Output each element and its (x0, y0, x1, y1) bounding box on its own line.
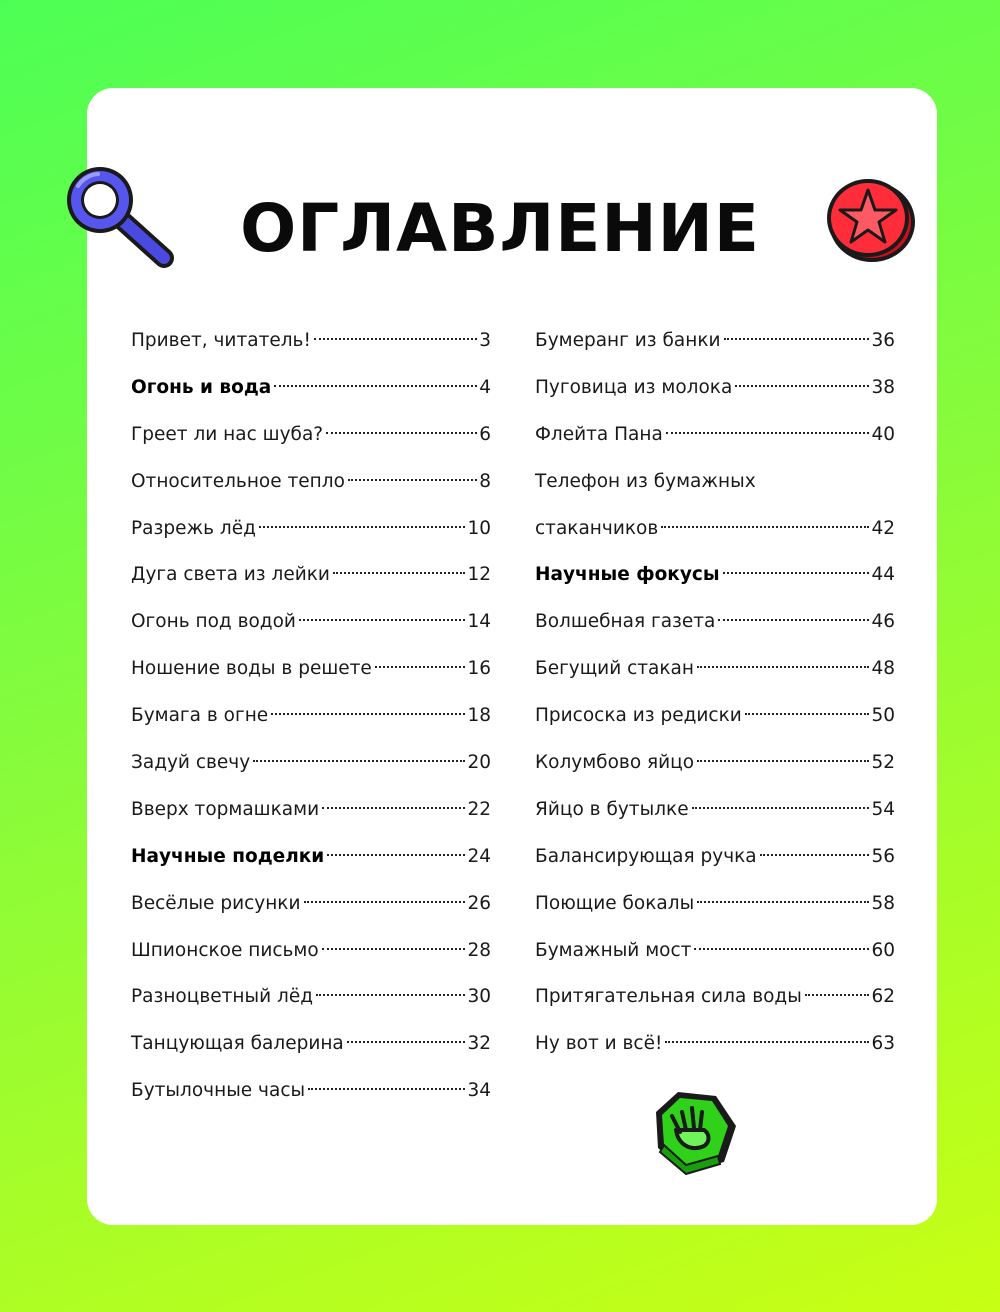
toc-section-label: Огонь и вода (131, 376, 272, 398)
dot-leader (724, 338, 870, 340)
toc-entry[interactable] (535, 928, 895, 975)
toc-entry-label: Ношение воды в решете (131, 658, 372, 680)
dot-leader (253, 760, 465, 762)
toc-entry[interactable] (131, 599, 491, 646)
toc-entry[interactable] (131, 1021, 491, 1068)
dot-leader (316, 994, 465, 996)
toc-page-number: 56 (871, 845, 895, 867)
toc-page-number: 4 (479, 376, 491, 398)
toc-entry[interactable] (535, 646, 895, 693)
toc-page-number: 8 (479, 470, 491, 492)
toc-page-number: 46 (871, 611, 895, 633)
dot-leader (348, 479, 477, 481)
dot-leader (697, 901, 869, 903)
toc-entry-label: Греет ли нас шуба? (131, 423, 324, 445)
toc-entry-label: Бегущий стакан (535, 658, 694, 680)
toc-entry-label: стаканчиков (535, 517, 659, 539)
toc-entry[interactable] (131, 740, 491, 787)
toc-section-label: Научные поделки (131, 845, 325, 867)
toc-entry-label: Балансирующая ручка (535, 845, 757, 867)
toc-entry[interactable] (131, 459, 491, 506)
dot-leader (665, 1041, 869, 1043)
toc-entry-label: Телефон из бумажных (535, 470, 756, 492)
toc-entry-label: Флейта Пана (535, 423, 663, 445)
toc-page-number: 16 (467, 658, 491, 680)
dot-leader (326, 432, 477, 434)
toc-entry[interactable] (131, 552, 491, 599)
toc-entry-label: Задуй свечу (131, 752, 251, 774)
toc-page-number: 38 (871, 376, 895, 398)
toc-entry[interactable] (535, 881, 895, 928)
toc-page-number: 14 (467, 611, 491, 633)
toc-entry-label: Бумажный мост (535, 939, 692, 961)
toc-entry-label: Пуговица из молока (535, 376, 733, 398)
page-title: ОГЛАВЛЕНИЕ (240, 190, 760, 267)
toc-entry[interactable] (535, 412, 895, 459)
toc-page-number: 36 (871, 330, 895, 351)
dot-leader (760, 854, 870, 856)
toc-right-column (535, 318, 895, 1068)
toc-entry-label: Бутылочные часы (131, 1080, 306, 1102)
toc-page-number: 50 (871, 705, 895, 727)
toc-page-number: 32 (467, 1033, 491, 1055)
dot-leader (692, 807, 870, 809)
toc-entry[interactable] (535, 974, 895, 1021)
toc-entry[interactable] (535, 693, 895, 740)
toc-entry-label: Вверх тормашками (131, 798, 320, 820)
dot-leader (333, 572, 465, 574)
toc-entry[interactable] (131, 318, 491, 365)
toc-entry[interactable] (131, 1068, 491, 1115)
dot-leader (322, 948, 466, 950)
toc-entry-label: Относительное тепло (131, 470, 345, 492)
toc-page-number: 40 (871, 423, 895, 445)
toc-entry[interactable] (131, 881, 491, 928)
toc-page-number: 3 (479, 330, 491, 351)
toc-entry-label: Колумбово яйцо (535, 752, 695, 774)
toc-entry[interactable] (131, 646, 491, 693)
toc-page-number: 18 (467, 705, 491, 727)
toc-page-number: 44 (871, 564, 895, 586)
toc-entry-label: Бумага в огне (131, 705, 269, 727)
toc-page-number: 60 (871, 939, 895, 961)
toc-entry[interactable] (131, 928, 491, 975)
toc-entry-label: Яйцо в бутылке (535, 798, 689, 820)
toc-entry[interactable] (535, 506, 895, 553)
toc-entry[interactable] (535, 834, 895, 881)
dot-leader (697, 760, 869, 762)
toc-page-number: 42 (871, 517, 895, 539)
toc-entry-label: Дуга света из лейки (131, 564, 330, 586)
toc-entry[interactable] (131, 365, 491, 412)
toc-entry[interactable] (535, 318, 895, 365)
toc-page-number: 20 (467, 752, 491, 774)
toc-entry-label: Присоска из редиски (535, 705, 742, 727)
toc-section-label: Научные фокусы (535, 564, 720, 586)
toc-page-number: 30 (467, 986, 491, 1008)
toc-page-number: 58 (871, 892, 895, 914)
toc-page-number: 63 (871, 1033, 895, 1055)
toc-entry-label: Танцующая балерина (131, 1033, 344, 1055)
toc-page-number: 34 (467, 1080, 491, 1102)
toc-entry[interactable] (131, 506, 491, 553)
dot-leader (745, 713, 870, 715)
dot-leader (735, 385, 869, 387)
toc-entry[interactable] (131, 974, 491, 1021)
toc-entry-label: Весёлые рисунки (131, 892, 301, 914)
toc-entry[interactable] (535, 599, 895, 646)
dot-leader (259, 526, 466, 528)
toc-entry-label: Волшебная газета (535, 611, 716, 633)
toc-page-number: 62 (871, 986, 895, 1008)
toc-entry-label: Шпионское письмо (131, 939, 319, 961)
toc-page-number: 24 (467, 845, 491, 867)
toc-page-number: 10 (467, 517, 491, 539)
toc-page-number: 26 (467, 892, 491, 914)
toc-entry[interactable] (131, 787, 491, 834)
toc-entry-label: Бумеранг из банки (535, 330, 721, 351)
toc-entry-label: Поющие бокалы (535, 892, 695, 914)
toc-entry-line (535, 459, 895, 506)
toc-page-number: 12 (467, 564, 491, 586)
dot-leader (327, 854, 465, 856)
toc-page-number: 22 (467, 798, 491, 820)
dot-leader (322, 807, 465, 809)
toc-left-column (131, 318, 491, 1115)
dot-leader (805, 994, 870, 996)
toc-page-number: 6 (479, 423, 491, 445)
dot-leader (697, 666, 869, 668)
dot-leader (666, 432, 870, 434)
toc-entry-label: Привет, читатель! (131, 330, 311, 351)
toc-entry[interactable] (535, 740, 895, 787)
toc-entry[interactable] (131, 412, 491, 459)
dot-leader (347, 1041, 466, 1043)
toc-page-number: 52 (871, 752, 895, 774)
toc-page-number: 28 (467, 939, 491, 961)
toc-entry-label: Притягательная сила воды (535, 986, 802, 1008)
toc-page-number: 54 (871, 798, 895, 820)
dot-leader (694, 948, 869, 950)
toc-entry-label: Ну вот и всё! (535, 1033, 663, 1055)
dot-leader (661, 526, 869, 528)
toc-entry[interactable] (535, 1021, 895, 1068)
dot-leader (314, 338, 477, 340)
toc-entry[interactable] (131, 693, 491, 740)
toc-entry-label: Огонь под водой (131, 611, 296, 633)
toc-entry-label: Разноцветный лёд (131, 986, 314, 1008)
dot-leader (723, 572, 870, 574)
toc-entry-label: Разрежь лёд (131, 517, 256, 539)
hand-token-icon (648, 1086, 740, 1178)
dot-leader (375, 666, 466, 668)
dot-leader (308, 1088, 465, 1090)
toc-entry[interactable] (535, 365, 895, 412)
dot-leader (718, 619, 869, 621)
toc-entry[interactable] (535, 787, 895, 834)
dot-leader (304, 901, 466, 903)
dot-leader (299, 619, 466, 621)
toc-page-number: 48 (871, 658, 895, 680)
toc-entry[interactable] (131, 834, 491, 881)
toc-entry[interactable] (535, 552, 895, 599)
dot-leader (274, 385, 477, 387)
dot-leader (271, 713, 465, 715)
